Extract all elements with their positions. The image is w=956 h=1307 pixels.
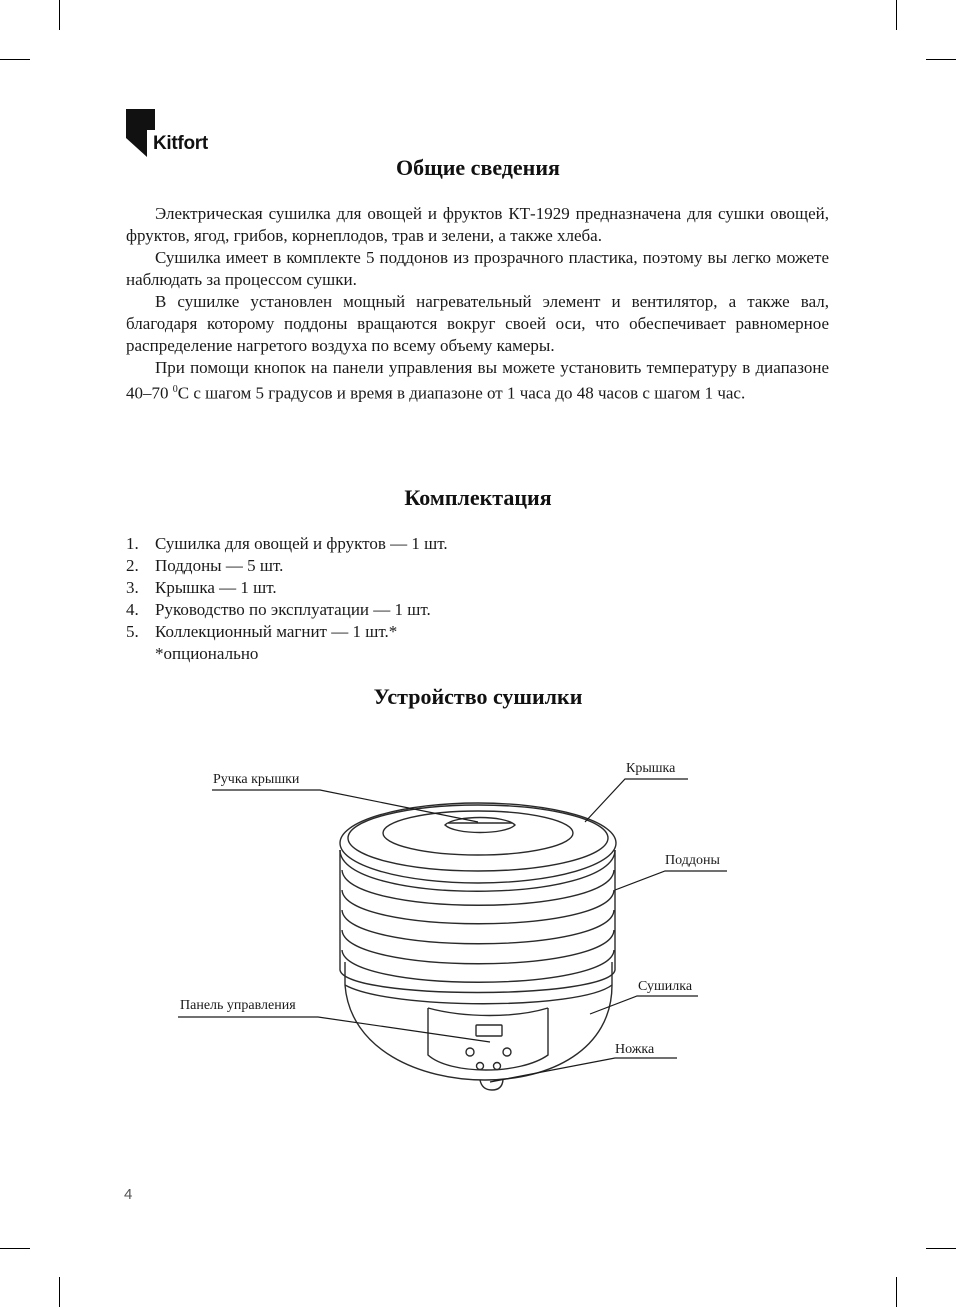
device-title: Устройство сушилки: [373, 684, 583, 709]
paragraph: Сушилка имеет в комплекте 5 поддонов из прозрачного пластика, поэтому вы легко можете наблюдать за процессом сушки.: [126, 248, 829, 289]
paragraph: В сушилке установлен мощный нагревательный элемент и вентилятор, а также вал, благодаря которому поддоны вращаются вокруг своей оси, что обеспечивает равномерное распределение нагретого воздуха по всему объему камеры.: [126, 292, 829, 355]
list-item: [126, 599, 448, 621]
paragraph: Электрическая сушилка для овощей и фруктов КТ-1929 предназначена для сушки овощей, фруктов, ягод, грибов, корнеплодов, трав и зелени, а также хлеба.: [126, 204, 829, 245]
list-text: Крышка — 1 шт.: [155, 578, 277, 597]
label-lid-handle: Ручка крышки: [213, 772, 300, 787]
optional-note: *опционально: [155, 644, 259, 663]
contents-list: [126, 533, 448, 643]
general-text: [126, 203, 829, 405]
degree-sup: 0: [172, 384, 178, 395]
label-trays: Поддоны: [665, 853, 720, 868]
crop-mark: [59, 1277, 60, 1307]
crop-mark: [896, 0, 897, 30]
paragraph-part: С с шагом 5 градусов и время в диапазоне от 1 часа до 48 часов с шагом 1 час.: [177, 383, 746, 403]
label-foot: Ножка: [615, 1042, 655, 1057]
contents-title: Комплектация: [404, 485, 552, 510]
brand-name: Kitfort: [153, 133, 208, 154]
label-lid: Крышка: [626, 761, 676, 776]
crop-mark: [0, 1248, 30, 1249]
crop-mark: [926, 59, 956, 60]
list-text: Поддоны — 5 шт.: [155, 556, 284, 575]
list-text: Коллекционный магнит — 1 шт.*: [155, 622, 398, 641]
paragraph-part: При помощи кнопок на панели управления вы можете установить температуру в диапазоне 40–70: [126, 358, 829, 403]
list-text: Сушилка для овощей и фруктов — 1 шт.: [155, 534, 448, 553]
page-number: 4: [124, 1186, 133, 1203]
list-item: [126, 555, 448, 577]
crop-mark: [0, 59, 30, 60]
list-item: [126, 577, 448, 599]
crop-mark: [59, 0, 60, 30]
general-title: Общие сведения: [396, 155, 560, 180]
list-item: [126, 621, 448, 643]
list-number: 1.: [126, 534, 139, 553]
list-item: [126, 533, 448, 555]
crop-mark: [896, 1277, 897, 1307]
label-control-panel: Панель управления: [180, 998, 296, 1013]
label-dryer: Сушилка: [638, 979, 693, 994]
crop-mark: [926, 1248, 956, 1249]
list-number: 3.: [126, 578, 139, 597]
list-number: 5.: [126, 622, 139, 641]
list-text: Руководство по эксплуатации — 1 шт.: [155, 600, 431, 619]
dryer-diagram: [170, 750, 740, 1100]
list-number: 2.: [126, 556, 139, 575]
paragraph: [126, 357, 829, 405]
list-number: 4.: [126, 600, 139, 619]
